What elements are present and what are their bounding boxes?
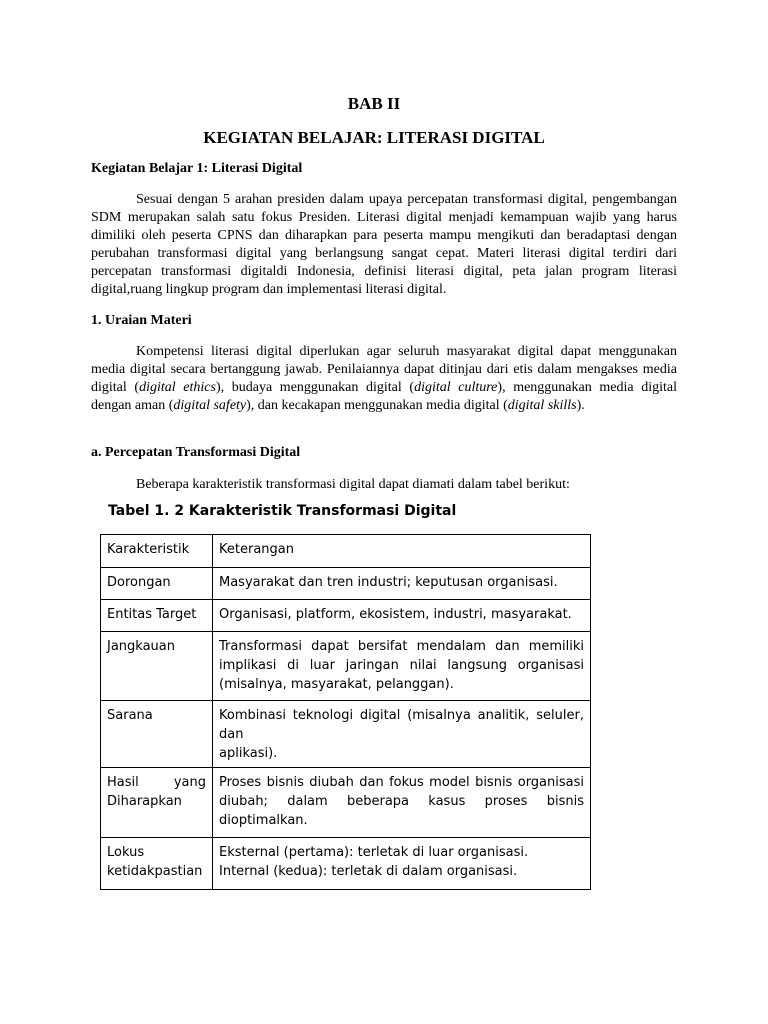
table-row <box>101 768 591 838</box>
table-row <box>101 701 591 768</box>
cell-word: yang <box>173 775 206 790</box>
table-header-row <box>101 535 591 568</box>
term-digital-ethics: digital ethics <box>139 380 216 395</box>
cell-line: aplikasi). <box>219 746 278 761</box>
cell-word: Hasil <box>107 775 139 790</box>
paragraph-table-intro: Beberapa karakteristik transformasi digital dapat diamati dalam tabel berikut: <box>136 477 570 492</box>
table-cell-karakteristik <box>101 768 213 838</box>
section-heading-percepatan: a. Percepatan Transformasi Digital <box>91 445 301 460</box>
table-cell-karakteristik: Entitas Target <box>101 600 213 632</box>
table-header-cell: Keterangan <box>213 535 591 568</box>
term-digital-skills: digital skills <box>507 398 577 413</box>
paragraph-intro: Sesuai dengan 5 arahan presiden dalam upaya percepatan transformasi digital, pengembangan SDM merupakan salah satu fokus Presiden. Literasi digital menjadi kemampuan wajib yang harus dimiliki oleh peserta CPNS dan diharapkan para peserta mampu mengikuti dan beradaptasi dengan perubahan transformasi digital yang berlangsung sangat cepat. Materi literasi digital terdiri dari percepatan transformasi digitaldi Indonesia, definisi literasi digital, peta jalan program literasi digital,ruang lingkup program dan implementasi literasi digital. <box>91 192 677 297</box>
paragraph-kompetensi-text: ), budaya menggunakan digital ( <box>215 380 415 395</box>
table-cell-keterangan: Transformasi dapat bersifat mendalam dan memiliki implikasi di luar jaringan nilai langsung organisasi (misalnya, masyarakat, pelanggan). <box>213 632 591 701</box>
cell-line <box>107 773 206 792</box>
cell-line: ketidakpastian <box>107 864 203 879</box>
table-cell-karakteristik: Sarana <box>101 701 213 768</box>
table-cell-keterangan: Organisasi, platform, ekosistem, industri, masyarakat. <box>213 600 591 632</box>
section-heading-uraian-materi: 1. Uraian Materi <box>91 313 192 328</box>
chapter-title: KEGIATAN BELAJAR: LITERASI DIGITAL <box>203 128 545 147</box>
term-digital-culture: digital culture <box>414 380 498 395</box>
characteristics-table <box>100 534 591 890</box>
table-cell-karakteristik: Jangkauan <box>101 632 213 701</box>
table-row <box>101 838 591 890</box>
table-cell-karakteristik <box>101 838 213 890</box>
section-heading-kegiatan-belajar: Kegiatan Belajar 1: Literasi Digital <box>91 161 303 176</box>
table-title: Tabel 1. 2 Karakteristik Transformasi Digital <box>108 503 457 519</box>
table-row <box>101 568 591 600</box>
cell-line: Eksternal (pertama): terletak di luar organisasi. <box>219 845 529 860</box>
table-cell-keterangan <box>213 838 591 890</box>
paragraph-kompetensi-text: ), dan kecakapan menggunakan media digital ( <box>246 398 508 413</box>
table-cell-keterangan <box>213 701 591 768</box>
paragraph-kompetensi <box>91 343 677 415</box>
cell-line: Lokus <box>107 845 145 860</box>
table-cell-karakteristik: Dorongan <box>101 568 213 600</box>
table-cell-keterangan: Proses bisnis diubah dan fokus model bisnis organisasi diubah; dalam beberapa kasus proses bisnis dioptimalkan. <box>213 768 591 838</box>
chapter-number: BAB II <box>347 94 401 113</box>
cell-line: Kombinasi teknologi digital (misalnya analitik, seluler, dan <box>219 708 584 742</box>
table-row <box>101 600 591 632</box>
cell-line: Diharapkan <box>107 794 182 809</box>
paragraph-kompetensi-text: ). <box>576 398 585 413</box>
term-digital-safety: digital safety <box>173 398 247 413</box>
table-row <box>101 632 591 701</box>
paragraph-kompetensi-text: ), menggunakan media digital dengan aman ( <box>91 380 677 413</box>
table-cell-keterangan: Masyarakat dan tren industri; keputusan organisasi. <box>213 568 591 600</box>
paragraph-kompetensi-text: Kompetensi literasi digital diperlukan agar seluruh masyarakat digital dapat menggunakan media digital secara bertanggung jawab. Penilaiannya dapat ditinjau dari etis dalam mengakses media digital ( <box>91 344 677 395</box>
cell-line: Internal (kedua): terletak di dalam organisasi. <box>219 864 518 879</box>
table-header-cell: Karakteristik <box>101 535 213 568</box>
